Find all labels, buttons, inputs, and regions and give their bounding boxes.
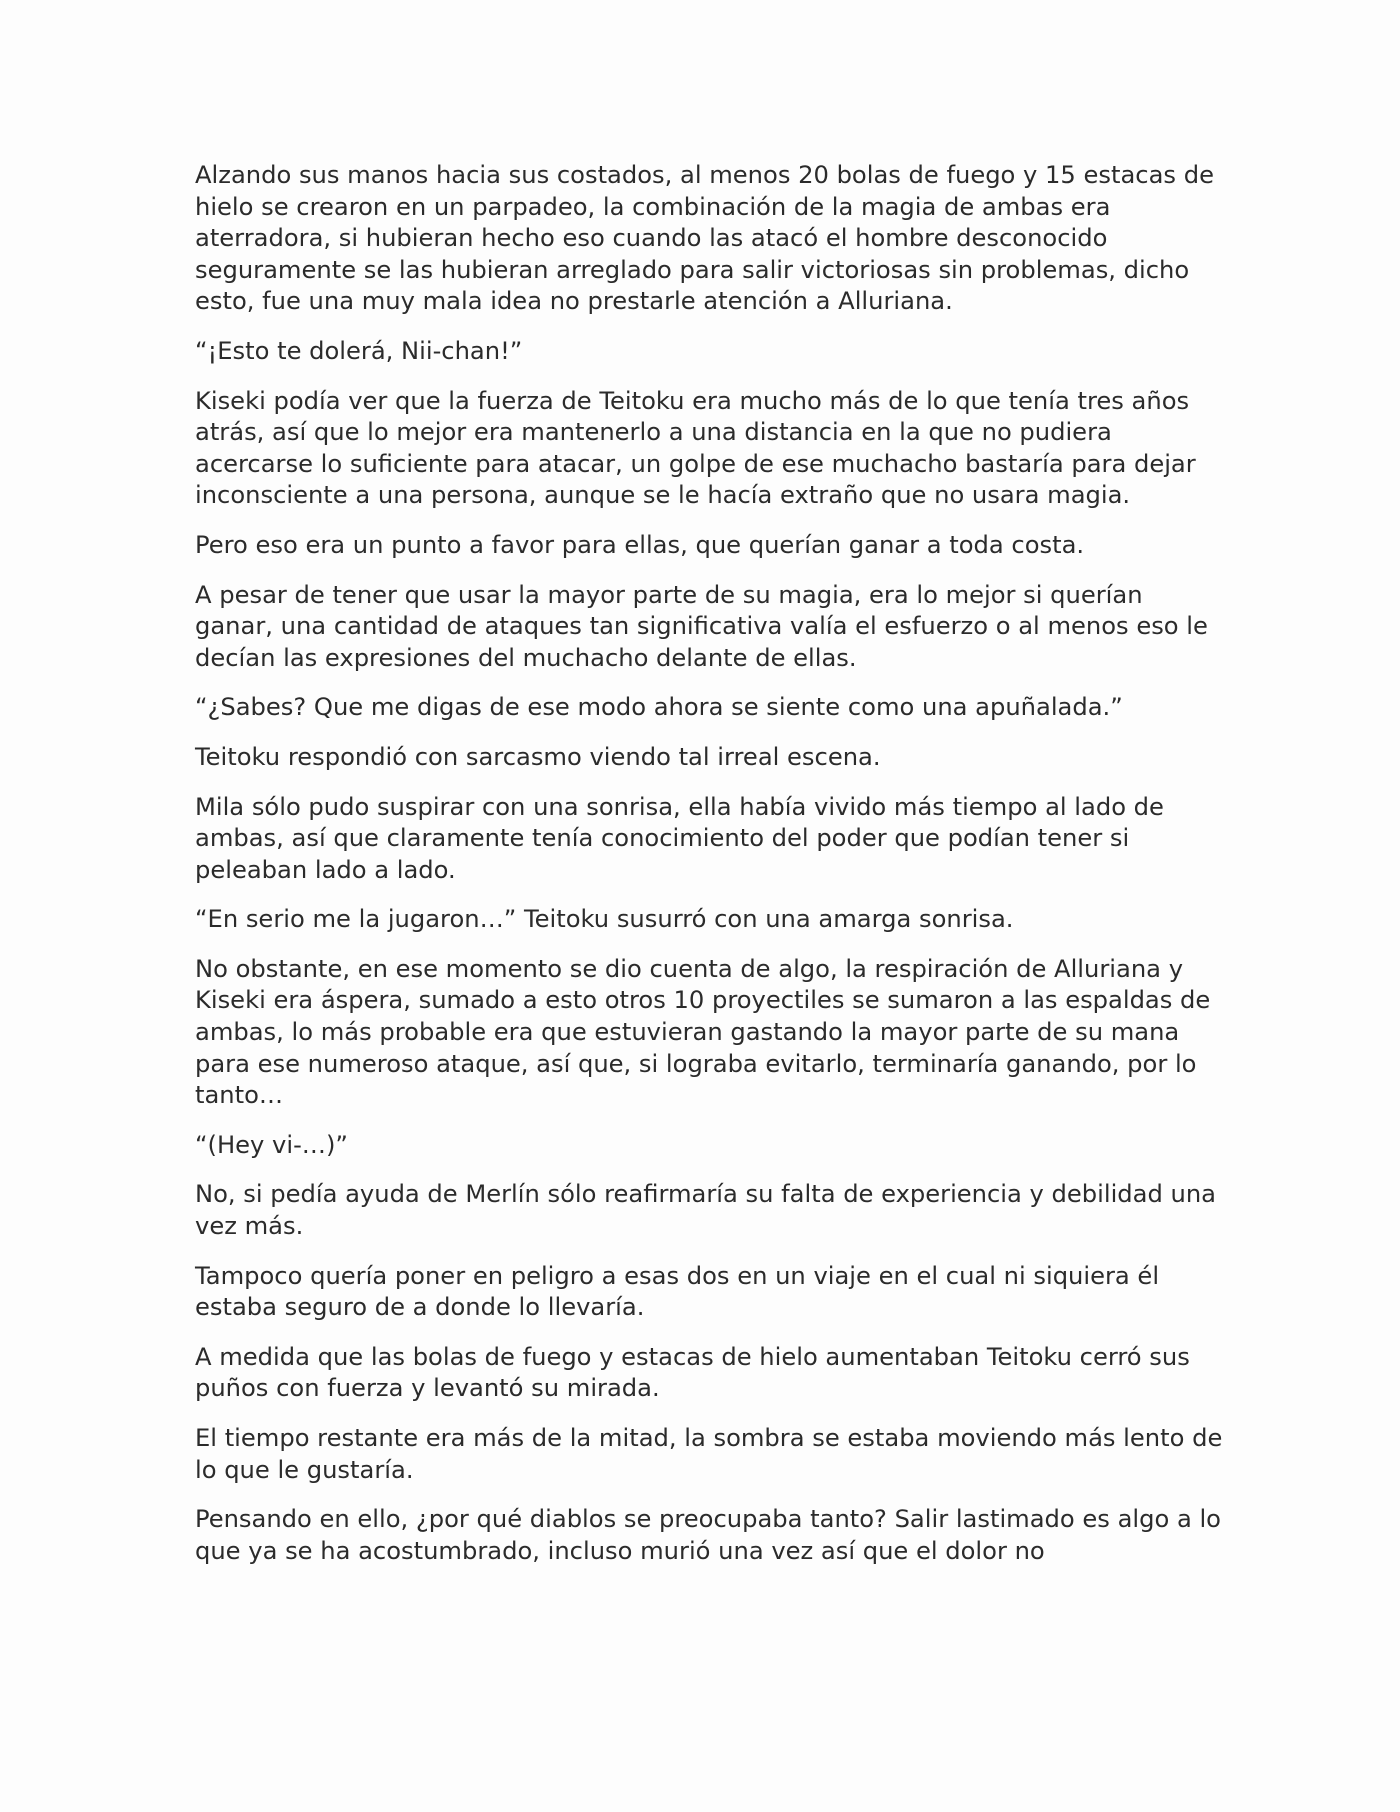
paragraph: “En serio me la jugaron…” Teitoku susurró con una amarga sonrisa. xyxy=(195,905,1014,934)
paragraph: Mila sólo pudo suspirar con una sonrisa, ella había vivido más tiempo al lado de ambas, así que claramente tenía conocimiento del poder que podían tener si peleaban lado a lado. xyxy=(195,792,1164,884)
paragraph: No obstante, en ese momento se dio cuenta de algo, la respiración de Alluriana y Kiseki era áspera, sumado a esto otros 10 proyectiles se sumaron a las espaldas de ambas, lo más probable era que estuvieran gastando la mayor parte de su mana para ese numeroso ataque, así que, si lograba evitarlo, terminaría ganando, por lo tanto… xyxy=(195,954,1211,1110)
paragraph: Pensando en ello, ¿por qué diablos se preocupaba tanto? Salir lastimado es algo a lo que ya se ha acostumbrado, incluso murió una vez así que el dolor no xyxy=(195,1505,1221,1565)
paragraph: A pesar de tener que usar la mayor parte de su magia, era lo mejor si querían ganar, una cantidad de ataques tan significativa valía el esfuerzo o al menos eso le decían las expresiones del muchacho delante de ellas. xyxy=(195,580,1208,672)
paragraph: “(Hey vi-…)” xyxy=(195,1130,348,1159)
paragraph: Tampoco quería poner en peligro a esas dos en un viaje en el cual ni siquiera él estaba seguro de a donde lo llevaría. xyxy=(195,1261,1160,1322)
paragraph: Kiseki podía ver que la fuerza de Teitoku era mucho más de lo que tenía tres años atrás, así que lo mejor era mantenerlo a una distancia en la que no pudiera acercarse lo suficiente para atacar, un golpe de ese muchacho bastaría para dejar inconsciente a una persona, aunque se le hacía extraño que no usara magia. xyxy=(195,386,1196,510)
paragraph: No, si pedía ayuda de Merlín sólo reafirmaría su falta de experiencia y debilidad una vez más. xyxy=(195,1180,1216,1241)
paragraph: “¿Sabes? Que me digas de ese modo ahora se siente como una apuñalada.” xyxy=(195,693,1123,722)
paragraph: “¡Esto te dolerá, Nii-chan!” xyxy=(195,336,523,365)
paragraph: Alzando sus manos hacia sus costados, al menos 20 bolas de fuego y 15 estacas de hielo se crearon en un parpadeo, la combinación de la magia de ambas era aterradora, si hubieran hecho eso cuando las atacó el hombre desconocido seguramente se las hubieran arreglado para salir victoriosas sin problemas, dicho esto, fue una muy mala idea no prestarle atención a Alluriana. xyxy=(195,161,1214,316)
paragraph: Teitoku respondió con sarcasmo viendo tal irreal escena. xyxy=(195,742,881,771)
body-text xyxy=(195,160,1225,1585)
paragraph: Pero eso era un punto a favor para ellas, que querían ganar a toda costa. xyxy=(195,530,1085,559)
paragraph: A medida que las bolas de fuego y estacas de hielo aumentaban Teitoku cerró sus puños con fuerza y levantó su mirada. xyxy=(195,1342,1190,1403)
paragraph: El tiempo restante era más de la mitad, la sombra se estaba moviendo más lento de lo que le gustaría. xyxy=(195,1424,1223,1484)
